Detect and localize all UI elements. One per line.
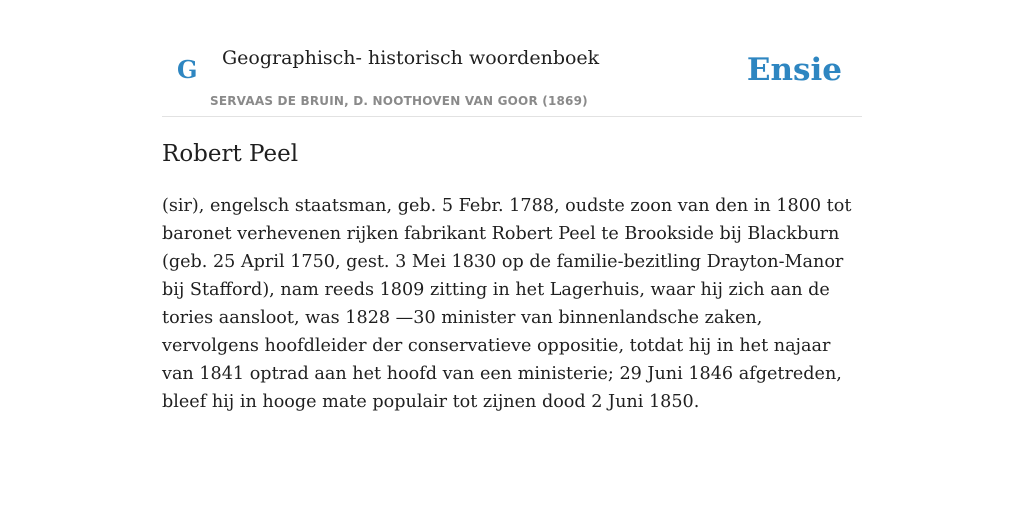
book-authors: SERVAAS DE BRUIN, D. NOOTHOVEN VAN GOOR (1869) (210, 94, 588, 108)
book-letter-icon[interactable]: G (177, 55, 198, 84)
book-title[interactable]: Geographisch- historisch woordenboek (222, 47, 600, 69)
ensie-logo[interactable]: Ensie (746, 52, 842, 88)
entry-body: (sir), engelsch staatsman, geb. 5 Febr. 1788, oudste zoon van den in 1800 tot baronet verhevenen rijken fabrikant Robert Peel te Brookside bij Blackburn (geb. 25 April 1750, gest. 3 Mei 1830 op de familie-bezitling Drayton-Manor bij Stafford), nam reeds 1809 zitting in het Lagerhuis, waar hij zich aan de tories aansloot, was 1828 —30 minister van binnenlandsche zaken, vervolgens hoofdleider der conservatieve oppositie, totdat hij in het najaar van 1841 optrad aan het hoofd van een ministerie; 29 Juni 1846 afgetreden, bleef hij in hooge mate populair tot zijnen dood 2 Juni 1850. (162, 196, 852, 412)
book-header (162, 0, 862, 117)
entry-title: Robert Peel (162, 141, 299, 167)
